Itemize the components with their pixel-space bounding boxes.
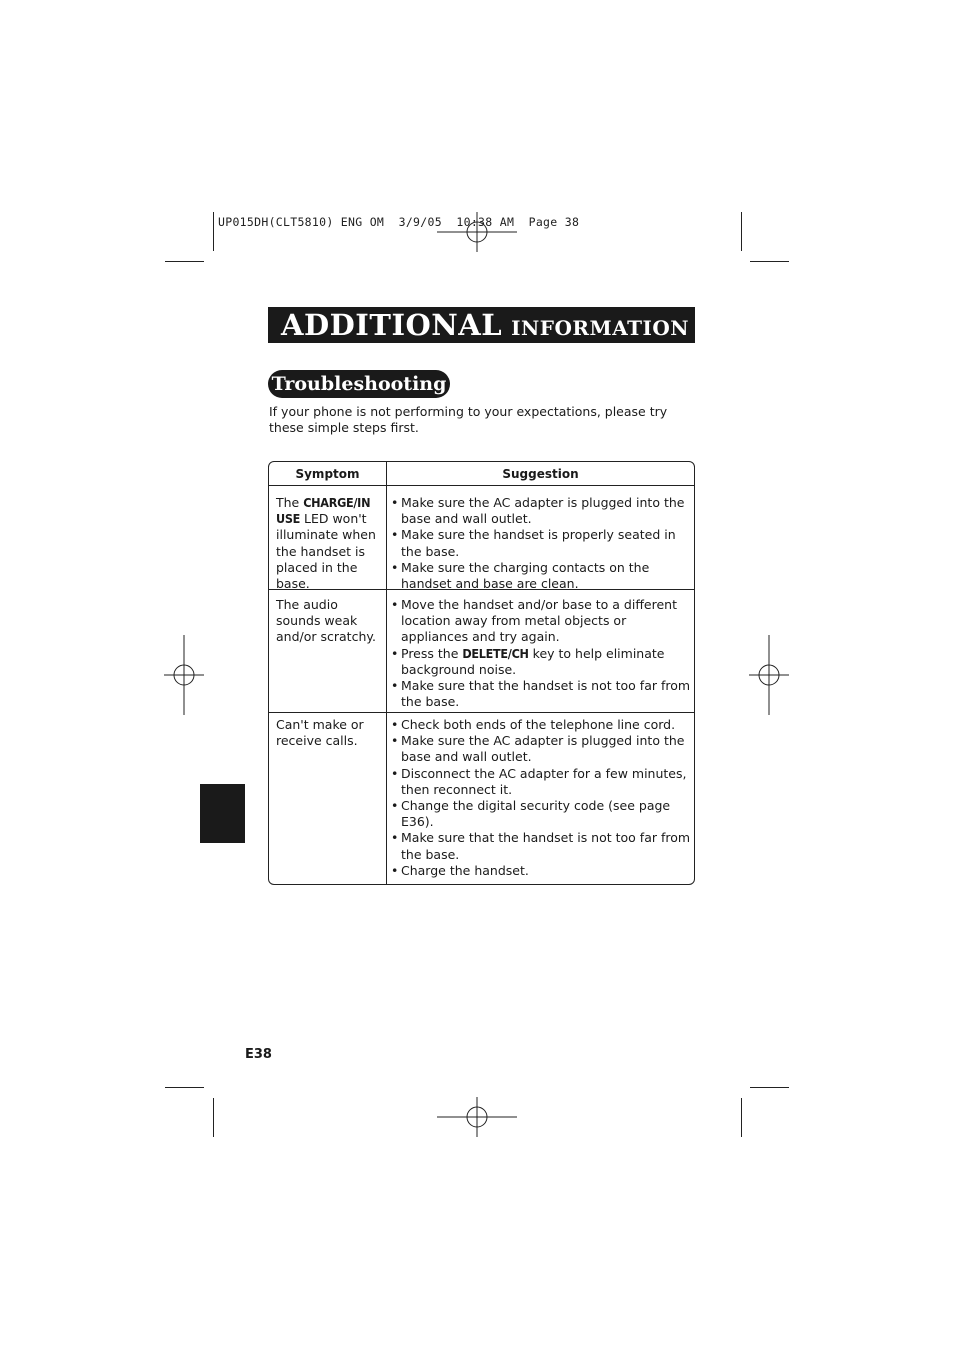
symptom-cell: Can't make or receive calls. (276, 717, 364, 749)
suggestion-cell (391, 495, 691, 592)
crop-mark (741, 212, 742, 251)
symptom-cell: The audio sounds weak and/or scratchy. (276, 597, 376, 645)
chapter-banner (268, 307, 695, 343)
intro-paragraph: If your phone is not performing to your expectations, please try these simple steps first. (269, 404, 668, 435)
list-item: • Make sure the charging contacts on the handset and base are clean. (391, 560, 691, 592)
troubleshooting-table (268, 461, 695, 885)
table-row (269, 713, 694, 884)
chapter-title-word2: INFORMATION (511, 315, 690, 340)
list-item: • Make sure the handset is properly seated in the base. (391, 527, 691, 559)
crop-mark (165, 1087, 204, 1088)
crop-mark (213, 1098, 214, 1137)
list-item: • Check both ends of the telephone line cord. (391, 717, 691, 733)
suggestion-cell (391, 717, 691, 879)
list-item: • Press the DELETE/CH key to help eliminate background noise. (391, 646, 691, 678)
list-item: • Change the digital security code (see page E36). (391, 798, 691, 830)
chapter-title-word1: ADDITIONAL (281, 308, 503, 342)
crop-mark (741, 1098, 742, 1137)
registration-mark-icon (144, 635, 224, 715)
registration-mark-icon (729, 635, 809, 715)
table-row (269, 590, 694, 713)
header-symptom: Symptom (295, 466, 360, 481)
section-title: Troubleshooting (268, 370, 450, 398)
crop-mark (165, 261, 204, 262)
list-item: • Make sure that the handset is not too far from the base. (391, 830, 691, 862)
list-item: • Move the handset and/or base to a different location away from metal objects or appliances and try again. (391, 597, 691, 646)
chapter-tab-marker (200, 784, 245, 843)
list-item: • Make sure that the handset is not too far from the base. (391, 678, 691, 710)
page-number: E38 (245, 1047, 272, 1062)
crop-mark (213, 212, 214, 251)
list-item: • Charge the handset. (391, 863, 691, 879)
key-label: DELETE/CH (462, 645, 529, 661)
print-slug: UP015DH(CLT5810) ENG OM 3/9/05 10:38 AM Page 38 (218, 215, 580, 229)
list-item: • Make sure the AC adapter is plugged into the base and wall outlet. (391, 495, 691, 527)
table-header (269, 462, 694, 486)
key-label: CHARGE/IN USE (276, 495, 371, 527)
table-row (269, 486, 694, 590)
crop-mark (750, 261, 789, 262)
suggestion-cell (391, 597, 691, 710)
header-suggestion: Suggestion (502, 466, 579, 481)
list-item: • Disconnect the AC adapter for a few minutes, then reconnect it. (391, 766, 691, 798)
registration-mark-icon (437, 1077, 517, 1157)
registration-mark-icon (437, 192, 517, 272)
symptom-cell: The CHARGE/IN USE LED won't illuminate when the handset is placed in the base. (276, 495, 376, 592)
crop-mark (750, 1087, 789, 1088)
list-item: • Make sure the AC adapter is plugged into the base and wall outlet. (391, 733, 691, 765)
